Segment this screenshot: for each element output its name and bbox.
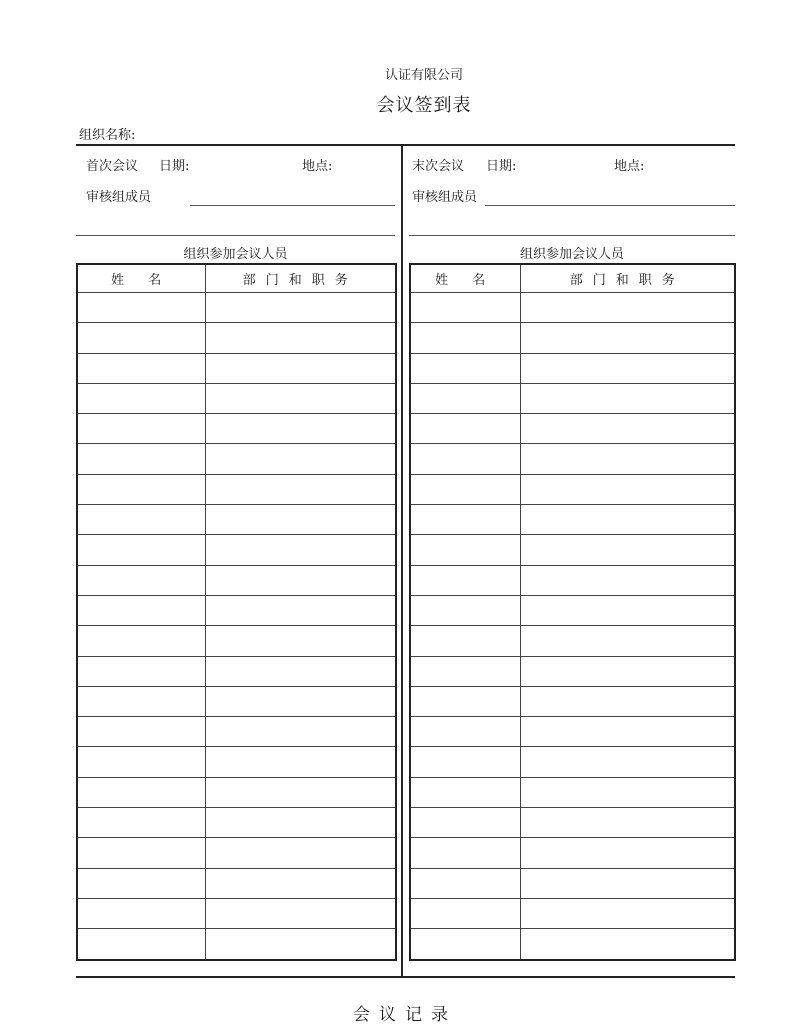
dept-cell[interactable] bbox=[520, 353, 735, 383]
dept-cell[interactable] bbox=[205, 929, 396, 960]
table-row bbox=[410, 929, 735, 960]
dept-cell[interactable] bbox=[205, 626, 396, 656]
company-name: 认证有限公司 bbox=[384, 68, 463, 83]
first-auditors-label: 审核组成员 bbox=[86, 190, 152, 205]
name-cell[interactable] bbox=[77, 929, 205, 960]
dept-cell[interactable] bbox=[520, 565, 735, 595]
name-cell[interactable] bbox=[77, 323, 205, 353]
dept-cell[interactable] bbox=[205, 838, 396, 868]
dept-cell[interactable] bbox=[205, 323, 396, 353]
name-cell[interactable] bbox=[410, 293, 520, 323]
name-cell[interactable] bbox=[410, 777, 520, 807]
dept-cell[interactable] bbox=[205, 383, 396, 413]
name-cell[interactable] bbox=[77, 444, 205, 474]
dept-cell[interactable] bbox=[520, 414, 735, 444]
dept-cell[interactable] bbox=[520, 808, 735, 838]
dept-cell[interactable] bbox=[205, 656, 396, 686]
table-row bbox=[77, 414, 396, 444]
first-participants-caption: 组织参加会议人员 bbox=[183, 247, 288, 262]
last-meeting-label: 末次会议 bbox=[412, 159, 465, 174]
dept-cell[interactable] bbox=[205, 535, 396, 565]
dept-column-header: 部门和职务 bbox=[205, 264, 396, 293]
table-row bbox=[410, 414, 735, 444]
name-cell[interactable] bbox=[77, 717, 205, 747]
table-row bbox=[410, 808, 735, 838]
name-cell[interactable] bbox=[410, 626, 520, 656]
table-row bbox=[410, 293, 735, 323]
first-meeting-attendee-table bbox=[76, 263, 397, 961]
name-cell[interactable] bbox=[77, 777, 205, 807]
bottom-rule bbox=[76, 976, 735, 978]
table-row bbox=[77, 626, 396, 656]
dept-cell[interactable] bbox=[520, 777, 735, 807]
dept-cell[interactable] bbox=[520, 868, 735, 898]
first-auditors-field[interactable] bbox=[190, 205, 395, 206]
name-cell[interactable] bbox=[410, 747, 520, 777]
dept-cell[interactable] bbox=[520, 656, 735, 686]
first-section-separator bbox=[76, 235, 395, 236]
table-row bbox=[77, 293, 396, 323]
name-cell[interactable] bbox=[77, 353, 205, 383]
name-cell[interactable] bbox=[410, 686, 520, 716]
name-cell[interactable] bbox=[410, 595, 520, 625]
dept-cell[interactable] bbox=[205, 595, 396, 625]
table-row bbox=[410, 383, 735, 413]
last-auditors-field[interactable] bbox=[485, 205, 735, 206]
table-row bbox=[77, 747, 396, 777]
table-row bbox=[410, 868, 735, 898]
dept-cell[interactable] bbox=[520, 747, 735, 777]
last-meeting-date-label: 日期: bbox=[486, 159, 517, 174]
name-cell[interactable] bbox=[77, 808, 205, 838]
dept-cell[interactable] bbox=[520, 686, 735, 716]
table-header-row bbox=[410, 264, 735, 293]
dept-cell[interactable] bbox=[520, 535, 735, 565]
table-row bbox=[77, 686, 396, 716]
dept-cell[interactable] bbox=[520, 929, 735, 960]
table-row bbox=[410, 717, 735, 747]
table-row bbox=[410, 444, 735, 474]
dept-cell[interactable] bbox=[205, 868, 396, 898]
last-participants-caption: 组织参加会议人员 bbox=[519, 247, 624, 262]
name-cell[interactable] bbox=[410, 383, 520, 413]
name-cell[interactable] bbox=[410, 868, 520, 898]
table-row bbox=[77, 535, 396, 565]
table-row bbox=[77, 929, 396, 960]
name-cell[interactable] bbox=[77, 383, 205, 413]
table-row bbox=[77, 323, 396, 353]
dept-cell[interactable] bbox=[205, 747, 396, 777]
name-cell[interactable] bbox=[77, 868, 205, 898]
dept-cell[interactable] bbox=[205, 686, 396, 716]
table-row bbox=[410, 656, 735, 686]
name-cell[interactable] bbox=[410, 656, 520, 686]
name-cell[interactable] bbox=[410, 353, 520, 383]
table-row bbox=[77, 444, 396, 474]
dept-cell[interactable] bbox=[205, 777, 396, 807]
table-row bbox=[410, 747, 735, 777]
name-cell[interactable] bbox=[77, 505, 205, 535]
table-row bbox=[410, 898, 735, 928]
dept-cell[interactable] bbox=[520, 444, 735, 474]
table-row bbox=[77, 898, 396, 928]
dept-cell[interactable] bbox=[205, 474, 396, 504]
first-meeting-label: 首次会议 bbox=[86, 159, 139, 174]
first-meeting-date-label: 日期: bbox=[159, 159, 190, 174]
dept-cell[interactable] bbox=[520, 898, 735, 928]
dept-cell[interactable] bbox=[520, 323, 735, 353]
last-meeting-place-label: 地点: bbox=[614, 159, 645, 174]
dept-cell[interactable] bbox=[205, 505, 396, 535]
name-cell[interactable] bbox=[410, 474, 520, 504]
first-meeting-place-label: 地点: bbox=[302, 159, 333, 174]
name-cell[interactable] bbox=[77, 838, 205, 868]
table-row bbox=[410, 474, 735, 504]
name-cell[interactable] bbox=[77, 293, 205, 323]
name-cell[interactable] bbox=[77, 535, 205, 565]
table-row bbox=[77, 838, 396, 868]
meeting-records-title: 会议记录 bbox=[353, 1005, 457, 1025]
table-row bbox=[77, 474, 396, 504]
table-row bbox=[410, 595, 735, 625]
table-row bbox=[77, 868, 396, 898]
table-row bbox=[410, 353, 735, 383]
name-cell[interactable] bbox=[77, 414, 205, 444]
last-meeting-attendee-table bbox=[409, 263, 736, 961]
name-cell[interactable] bbox=[410, 838, 520, 868]
dept-cell[interactable] bbox=[205, 444, 396, 474]
table-row bbox=[77, 777, 396, 807]
name-column-header: 姓 名 bbox=[77, 264, 205, 293]
page-title: 会议签到表 bbox=[376, 95, 472, 116]
dept-cell[interactable] bbox=[520, 383, 735, 413]
name-cell[interactable] bbox=[77, 898, 205, 928]
name-cell[interactable] bbox=[410, 535, 520, 565]
center-divider bbox=[401, 144, 403, 978]
name-cell[interactable] bbox=[410, 808, 520, 838]
table-row bbox=[77, 353, 396, 383]
last-section-separator bbox=[409, 235, 735, 236]
table-row bbox=[77, 808, 396, 838]
name-cell[interactable] bbox=[77, 626, 205, 656]
table-row bbox=[410, 777, 735, 807]
dept-cell[interactable] bbox=[205, 353, 396, 383]
table-row bbox=[77, 505, 396, 535]
name-cell[interactable] bbox=[410, 414, 520, 444]
table-row bbox=[410, 686, 735, 716]
table-row bbox=[77, 717, 396, 747]
last-auditors-label: 审核组成员 bbox=[412, 190, 478, 205]
dept-column-header: 部门和职务 bbox=[520, 264, 735, 293]
name-cell[interactable] bbox=[410, 898, 520, 928]
table-row bbox=[410, 565, 735, 595]
name-cell[interactable] bbox=[410, 565, 520, 595]
name-cell[interactable] bbox=[410, 444, 520, 474]
dept-cell[interactable] bbox=[205, 898, 396, 928]
dept-cell[interactable] bbox=[205, 717, 396, 747]
name-cell[interactable] bbox=[77, 474, 205, 504]
dept-cell[interactable] bbox=[205, 293, 396, 323]
table-row bbox=[410, 626, 735, 656]
name-cell[interactable] bbox=[410, 323, 520, 353]
dept-cell[interactable] bbox=[520, 717, 735, 747]
table-row bbox=[77, 595, 396, 625]
dept-cell[interactable] bbox=[205, 808, 396, 838]
name-cell[interactable] bbox=[410, 505, 520, 535]
dept-cell[interactable] bbox=[520, 838, 735, 868]
name-column-header: 姓 名 bbox=[410, 264, 520, 293]
org-name-label: 组织名称: bbox=[79, 128, 136, 143]
name-cell[interactable] bbox=[410, 717, 520, 747]
table-row bbox=[410, 838, 735, 868]
name-cell[interactable] bbox=[77, 656, 205, 686]
name-cell[interactable] bbox=[77, 565, 205, 595]
top-rule bbox=[76, 144, 735, 146]
dept-cell[interactable] bbox=[520, 474, 735, 504]
name-cell[interactable] bbox=[77, 686, 205, 716]
table-row bbox=[410, 505, 735, 535]
table-row bbox=[77, 565, 396, 595]
dept-cell[interactable] bbox=[520, 293, 735, 323]
name-cell[interactable] bbox=[77, 595, 205, 625]
table-row bbox=[77, 656, 396, 686]
dept-cell[interactable] bbox=[520, 505, 735, 535]
name-cell[interactable] bbox=[410, 929, 520, 960]
dept-cell[interactable] bbox=[520, 626, 735, 656]
table-row bbox=[77, 383, 396, 413]
dept-cell[interactable] bbox=[205, 565, 396, 595]
table-header-row bbox=[77, 264, 396, 293]
name-cell[interactable] bbox=[77, 747, 205, 777]
table-row bbox=[410, 323, 735, 353]
table-row bbox=[410, 535, 735, 565]
dept-cell[interactable] bbox=[205, 414, 396, 444]
dept-cell[interactable] bbox=[520, 595, 735, 625]
